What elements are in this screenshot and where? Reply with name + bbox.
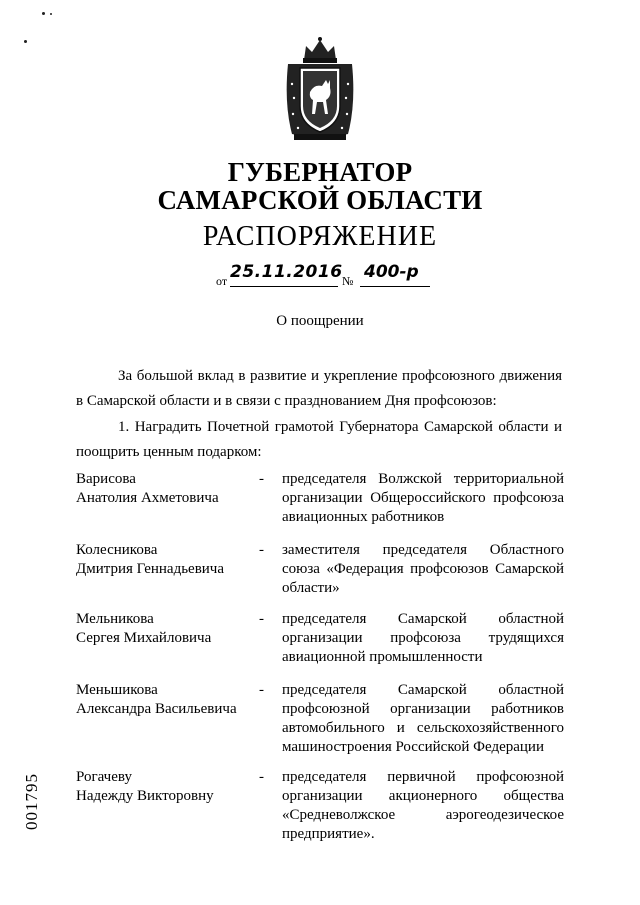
scan-speck [42,12,45,15]
body-paragraph-2: 1. Наградить Почетной грамотой Губернатора Самарской области и поощрить ценным подарком: [76,419,562,460]
awardee-item [76,610,566,670]
awardee-surname: Мельникова [76,611,154,627]
awardee-dash: - [259,682,264,698]
awardee-name [76,768,256,806]
awardee-position: председателя Волжской территориальной организации Общероссийского профсоюза авиационных работников [282,471,564,525]
awardee-surname: Рогачеву [76,769,132,785]
awardee-name [76,470,256,508]
registration-line [214,262,434,292]
awardee-given-names: Анатолия Ахметовича [76,490,219,506]
awardee-item [76,681,566,757]
header-title-line2: САМАРСКОЙ ОБЛАСТИ [157,185,483,215]
date-underline [230,286,338,287]
document-type: РАСПОРЯЖЕНИЕ [202,221,438,252]
awardee-item [76,470,566,530]
awardee-dash: - [259,542,264,558]
awardee-position: председателя первичной профсоюзной организации акционерного общества «Средневолжское аэрогеодезическое предприятие». [282,769,564,842]
scan-speck [50,13,52,15]
awardee-position: заместителя председателя Областного союза «Федерация профсоюзов Самарской области» [282,542,564,596]
awardee-surname: Меньшикова [76,682,158,698]
document-number: 400-р [364,262,419,282]
awardee-item [76,768,566,844]
awardee-position: председателя Самарской областной организации профсоюза трудящихся авиационной промышленности [282,611,564,665]
awardee-given-names: Дмитрия Геннадьевича [76,561,225,577]
date-prefix: от [216,274,228,288]
coat-of-arms-icon [282,34,358,144]
awardee-given-names: Сергея Михайловича [76,630,212,646]
body-paragraph-1: За большой вклад в развитие и укрепление профсоюзного движения в Самарской области и в связи с празднованием Дня профсоюзов: [76,368,562,409]
awardee-name [76,541,256,579]
awardee-position: председателя Самарской областной профсоюзной организации работников автомобильного и сельскохозяйственного машиностроения Российской Федерации [282,682,564,755]
awardee-given-names: Александра Васильевича [76,701,237,717]
awardee-name [76,681,256,719]
header-title-line1: ГУБЕРНАТОР [227,157,413,187]
number-underline [360,286,430,287]
awardee-name [76,610,256,648]
awardee-surname: Варисова [76,471,136,487]
number-prefix: № [342,274,354,288]
document-subject: О поощрении [276,313,364,329]
awardee-surname: Колесникова [76,542,158,558]
awardee-dash: - [259,471,264,487]
margin-registration-number: 001795 [22,773,41,830]
scan-speck [24,40,27,43]
awardee-dash: - [259,611,264,627]
document-date: 25.11.2016 [230,262,343,282]
awardee-item [76,541,566,601]
awardee-given-names: Надежду Викторовну [76,788,214,804]
awardee-dash: - [259,769,264,785]
